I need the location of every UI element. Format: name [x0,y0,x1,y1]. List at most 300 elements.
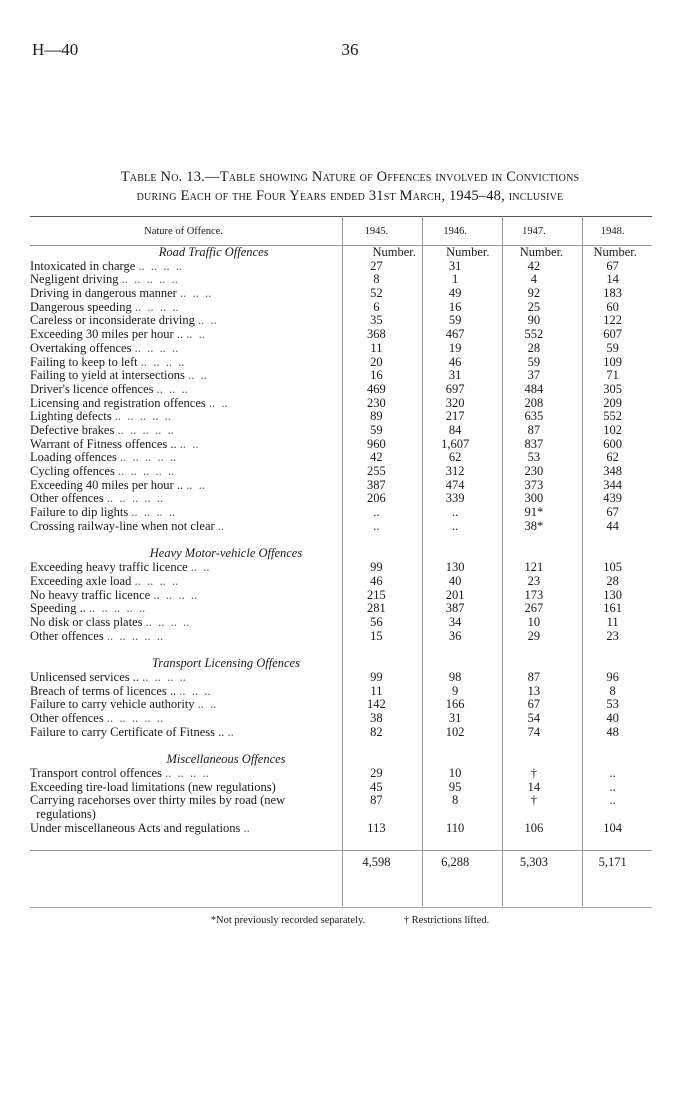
offence-name-text: Exceeding 40 miles per hour .. [30,478,184,492]
total-cell: 5,303 [519,854,548,869]
value-cell: 9 [452,683,459,698]
leader-dots: .. [217,519,225,533]
table-row [30,328,652,342]
totals-row [30,850,652,873]
leader-dots: .. .. .. .. .. [106,629,164,643]
value-cell: 217 [445,409,465,424]
value-cell: 109 [603,354,622,369]
offence-name [30,492,337,506]
value-cell [337,808,416,822]
leader-dots: .. .. .. .. [145,615,190,629]
value-cell: 1 [452,272,459,287]
value-cell: 36 [448,628,462,643]
totals-label [30,851,337,873]
value-cell: 42 [527,258,541,273]
section-heading-row [30,246,652,260]
value-cell: 113 [367,820,386,835]
value-cell: 40 [448,573,462,588]
value-cell: 166 [445,697,465,712]
value-cell: 28 [527,340,541,355]
value-cell: 60 [606,299,619,314]
table-row [30,260,652,274]
value-cell: 102 [603,422,622,437]
table-row [30,767,652,781]
value-cell: 46 [370,573,383,588]
offence-name-text: Failure to carry vehicle authority [30,698,195,712]
offence-name-text: Failing to yield at intersections [30,369,185,383]
offence-name [30,726,337,740]
section-heading-row [30,657,652,671]
table-row [30,438,652,452]
leader-dots: .. .. .. .. .. [89,602,146,616]
table-row [30,356,652,370]
value-cell: 14 [527,779,541,794]
value-cell: .. [373,505,380,520]
value-cell: .. [609,766,616,781]
value-cell: 99 [370,560,383,575]
table-bottom-rule [30,907,652,908]
value-cell: .. [452,518,459,533]
value-cell: 474 [445,477,465,492]
offence-name [30,575,337,589]
offence-name-text: No disk or class plates [30,615,143,629]
leader-dots: .. .. .. .. [131,506,176,520]
value-cell: 25 [527,299,541,314]
total-cell: 4,598 [362,854,391,869]
offence-name [30,616,337,630]
value-cell: 84 [448,422,462,437]
value-cell: 92 [527,286,541,301]
column-rule [422,216,423,906]
offence-name-text: Failing to keep to left [30,355,138,369]
value-cell: 40 [606,711,619,725]
offence-name-text: Cycling offences [30,465,115,478]
table-row [30,424,652,438]
offence-name-text: Exceeding heavy traffic licence [30,561,188,575]
leader-dots: .. .. .. [179,287,212,301]
table-row [30,492,652,506]
section-spacer [30,739,652,753]
offence-name-text: Negligent driving [30,273,119,287]
column-rule [502,216,503,906]
offence-name-text: Unlicensed services .. [30,670,139,684]
value-cell: 439 [603,491,622,506]
leader-dots: .. [243,821,250,835]
offence-name [30,301,337,315]
series-code: H—40 [32,40,79,59]
value-cell: 142 [367,697,386,712]
value-cell [495,808,574,822]
offence-name-text: Other offences [30,712,104,725]
value-cell: 31 [448,368,462,383]
value-cell: 34 [448,614,462,629]
value-cell: 104 [603,820,622,835]
leader-dots: .. .. .. [156,382,188,396]
value-cell: 98 [448,669,462,684]
offence-name-text: Breach of terms of licences .. [30,684,177,698]
value-cell: 607 [603,327,622,342]
title-line-1: Table No. 13.—Table showing Nature of Offences involved in Convictions [120,169,580,185]
value-cell: 339 [445,491,465,506]
offence-name [30,287,337,301]
offence-name [30,712,337,726]
value-cell: 59 [606,340,619,355]
table-row [30,822,652,836]
value-cell: 56 [370,614,383,629]
table-row [30,602,652,616]
value-cell: 91* [524,505,544,520]
value-cell: 484 [524,381,544,396]
unit-label: Number. [593,245,637,259]
table-row [30,712,652,726]
value-cell: 11 [606,614,619,629]
value-cell: .. [609,779,616,794]
offence-name [30,314,337,328]
value-cell: 1,607 [441,436,470,451]
value-cell: 38* [524,518,544,533]
offence-name-text: Exceeding axle load [30,574,132,588]
offence-name [30,602,337,616]
value-cell: 161 [603,601,622,616]
leader-dots: .. .. [190,561,210,575]
value-cell: 348 [603,464,622,478]
value-cell: 201 [445,587,465,602]
offences-table [30,216,652,873]
column-header-row [30,217,652,245]
column-header-1947: 1947. [522,225,546,237]
value-cell: 267 [524,601,544,616]
offence-name [30,589,337,603]
value-cell: 48 [606,724,619,739]
offence-name [30,424,337,438]
value-cell: 121 [524,560,544,575]
leader-dots: .. .. [197,698,217,712]
offence-name [30,822,337,836]
value-cell: 23 [527,573,541,588]
value-cell: 312 [445,464,465,478]
section-heading: Miscellaneous Offences [166,753,286,767]
leader-dots: .. .. .. .. .. [106,492,164,506]
offence-name [30,273,337,287]
leader-dots: .. .. .. [179,684,211,698]
footnotes [0,915,700,926]
value-cell: 960 [367,436,386,451]
table-row [30,465,652,479]
table-row [30,671,652,685]
table-row [30,520,652,534]
value-cell: 4 [530,272,538,287]
table-row [30,410,652,424]
offence-name [30,465,337,479]
table-row [30,575,652,589]
value-cell [416,808,495,822]
value-cell: 230 [524,464,544,478]
value-cell: 16 [448,299,462,314]
offence-name [30,561,337,575]
offence-name-text: Exceeding tire-load limitations (new regulations) [30,780,276,794]
offence-name-text: Lighting defects [30,410,112,424]
value-cell: 67 [527,697,541,712]
value-cell: 6 [373,299,380,314]
leader-dots: .. .. .. .. [142,670,186,684]
leader-dots: .. .. .. .. [134,574,179,588]
leader-dots: .. .. .. .. [165,767,209,781]
value-cell: 110 [446,820,465,835]
offence-name-text: Intoxicated in charge [30,259,136,273]
leader-dots: .. .. [187,369,207,383]
value-cell: 300 [524,491,544,506]
value-cell: 90 [527,313,541,328]
value-cell: 552 [524,327,544,342]
leader-dots: .. .. .. .. [140,355,185,369]
value-cell: 320 [445,395,465,410]
offence-name-text: Loading offences [30,451,117,465]
value-cell: 173 [524,587,544,602]
offence-name-text: Driver's licence offences [30,382,154,396]
value-cell [573,808,652,822]
offence-name [30,260,337,274]
value-cell: 53 [606,697,619,712]
unit-label: Number. [519,245,564,259]
value-cell: 31 [448,258,462,273]
value-cell: 74 [527,724,541,739]
offence-name [30,671,337,685]
leader-dots: .. .. [186,478,205,492]
value-cell: 20 [370,354,383,369]
value-cell: 38 [370,711,383,725]
table-row [30,342,652,356]
offence-name [30,383,337,397]
value-cell: 230 [367,395,386,410]
leader-dots: .. .. .. .. [153,588,198,602]
leader-dots: .. .. .. .. .. [117,423,174,437]
table-row [30,479,652,493]
value-cell: 635 [524,409,544,424]
leader-dots: .. .. .. .. .. [117,465,175,478]
table-row [30,726,652,740]
footnote-restrictions-lifted: † Restrictions lifted. [403,915,490,926]
offence-name-text: Crossing railway-line when not clear [30,519,215,533]
value-cell: 29 [527,628,541,643]
value-cell: 8 [373,272,380,287]
offence-name-text: Other offences [30,629,104,643]
value-cell: 87 [527,422,541,437]
value-cell: 67 [606,258,619,273]
offence-name-text: Licensing and registration offences [30,396,206,410]
leader-dots: .. .. .. .. [134,300,179,314]
unit-label: Number. [372,245,416,259]
leader-dots: .. .. .. .. [138,259,183,273]
table-row [30,451,652,465]
value-cell: 368 [367,327,386,342]
column-rule [582,216,583,906]
column-header-offence: Nature of Offence. [144,225,223,237]
value-cell: 13 [527,683,541,698]
table-row [30,506,652,520]
offence-name-text: Speeding .. [30,602,86,616]
value-cell: 28 [606,573,619,588]
total-cell: 5,171 [598,854,627,869]
value-cell: 31 [448,711,462,725]
table-row [30,698,652,712]
page-number: 36 [341,40,359,59]
offence-name-text: Warrant of Fitness offences .. [30,437,177,451]
offence-name [30,438,337,452]
value-cell: 59 [370,422,383,437]
leader-dots: .. .. .. .. .. [114,410,171,424]
value-cell: 16 [370,368,383,383]
section-spacer [30,643,652,657]
offence-name-text: Carrying racehorses over thirty miles by road (new [30,794,286,808]
value-cell: 71 [606,368,619,383]
column-header-1945: 1945. [364,225,389,237]
totals-spacer [30,836,652,850]
table-row [30,383,652,397]
value-cell: 27 [370,258,383,273]
section-heading-row [30,547,652,561]
table-row [30,616,652,630]
value-cell: 89 [370,409,383,424]
value-cell: 552 [603,409,622,424]
leader-dots: .. .. .. .. .. [106,712,164,725]
value-cell: 106 [524,820,544,835]
value-cell: † [530,766,538,781]
offence-name [30,781,337,795]
value-cell: 344 [603,477,622,492]
value-cell: 49 [448,286,462,301]
value-cell: 467 [445,327,465,342]
table-row [30,630,652,644]
offence-name-text: regulations) [30,808,96,822]
footnote-not-previously-recorded: *Not previously recorded separately. [210,915,366,926]
value-cell: 46 [448,354,462,369]
value-cell: 37 [527,368,541,383]
value-cell: 87 [370,793,383,808]
value-cell: 373 [524,477,544,492]
value-cell: 837 [524,436,544,451]
offence-name [30,369,337,383]
offence-name [30,397,337,411]
value-cell: 87 [527,669,541,684]
value-cell: 42 [370,450,383,465]
value-cell: † [530,793,538,808]
value-cell: 387 [445,601,465,616]
offence-name [30,356,337,370]
leader-dots: .. .. [186,328,205,342]
value-cell: 96 [606,669,619,684]
value-cell: 15 [370,628,383,643]
offence-name-text: Defective brakes [30,423,115,437]
offence-name-text: Failure to dip lights [30,506,129,520]
value-cell: 183 [603,286,622,301]
offence-name [30,698,337,712]
value-cell: 130 [445,560,465,575]
column-header-1946: 1946. [443,225,467,237]
value-cell: 62 [448,450,462,465]
value-cell: 54 [527,711,541,725]
value-cell: 469 [367,381,386,396]
leader-dots: .. .. [198,314,217,328]
value-cell: 44 [606,518,619,533]
offence-name [30,342,337,356]
offence-name [30,479,337,493]
leader-dots: .. .. [208,396,228,410]
table-row [30,287,652,301]
value-cell: 130 [603,587,622,602]
value-cell: 29 [370,766,383,781]
value-cell: 35 [370,313,383,328]
value-cell: 105 [603,560,622,575]
offence-name [30,328,337,342]
value-cell: 23 [606,628,619,643]
value-cell: .. [609,793,616,808]
offence-name [30,794,337,808]
value-cell: 255 [367,464,386,478]
value-cell: 82 [370,724,383,739]
value-cell: 19 [448,340,462,355]
table-body [30,246,652,873]
column-rule [342,216,343,906]
value-cell: 59 [448,313,462,328]
section-heading: Road Traffic Offences [158,246,269,259]
value-cell: .. [373,518,380,533]
value-cell: 45 [370,779,383,794]
offence-name [30,808,337,822]
value-cell: 209 [603,395,622,410]
offence-name-text: Other offences [30,492,104,506]
table-row [30,301,652,315]
title-line-2: during Each of the Four Years ended 31st March, 1945–48, inclusive [136,188,564,204]
value-cell: 11 [370,340,383,355]
table-row [30,808,652,822]
offence-name-text: Dangerous speeding [30,300,132,314]
value-cell: 387 [367,477,386,492]
table-row [30,561,652,575]
value-cell: 10 [527,614,541,629]
value-cell: 215 [367,587,386,602]
offence-name-text: Exceeding 30 miles per hour .. [30,328,184,342]
offence-name-text: Overtaking offences [30,341,132,355]
value-cell: 53 [527,450,541,465]
table-row [30,369,652,383]
leader-dots: .. [227,725,234,739]
leader-dots: .. .. .. .. .. [120,451,177,465]
offence-name-text: Failure to carry Certificate of Fitness .. [30,725,225,739]
offence-name-text: Careless or inconsiderate driving [30,314,195,328]
table-title [28,168,672,206]
leader-dots: .. .. .. .. [134,341,179,355]
offence-name-text: Under miscellaneous Acts and regulations [30,821,241,835]
value-cell: 600 [603,436,622,451]
value-cell: 102 [445,724,465,739]
value-cell: 8 [609,683,616,698]
section-spacer [30,533,652,547]
total-cell: 6,288 [441,854,470,869]
value-cell: 14 [606,272,619,287]
offence-name [30,685,337,699]
value-cell: 8 [452,793,459,808]
table-row [30,794,652,808]
value-cell: 208 [524,395,544,410]
table-row [30,397,652,411]
section-heading: Heavy Motor-vehicle Offences [149,547,303,561]
offence-name [30,520,337,534]
value-cell: 206 [367,491,386,506]
table-row [30,685,652,699]
value-cell: 281 [367,601,386,616]
value-cell: 697 [445,381,465,396]
leader-dots: .. .. [179,437,199,451]
